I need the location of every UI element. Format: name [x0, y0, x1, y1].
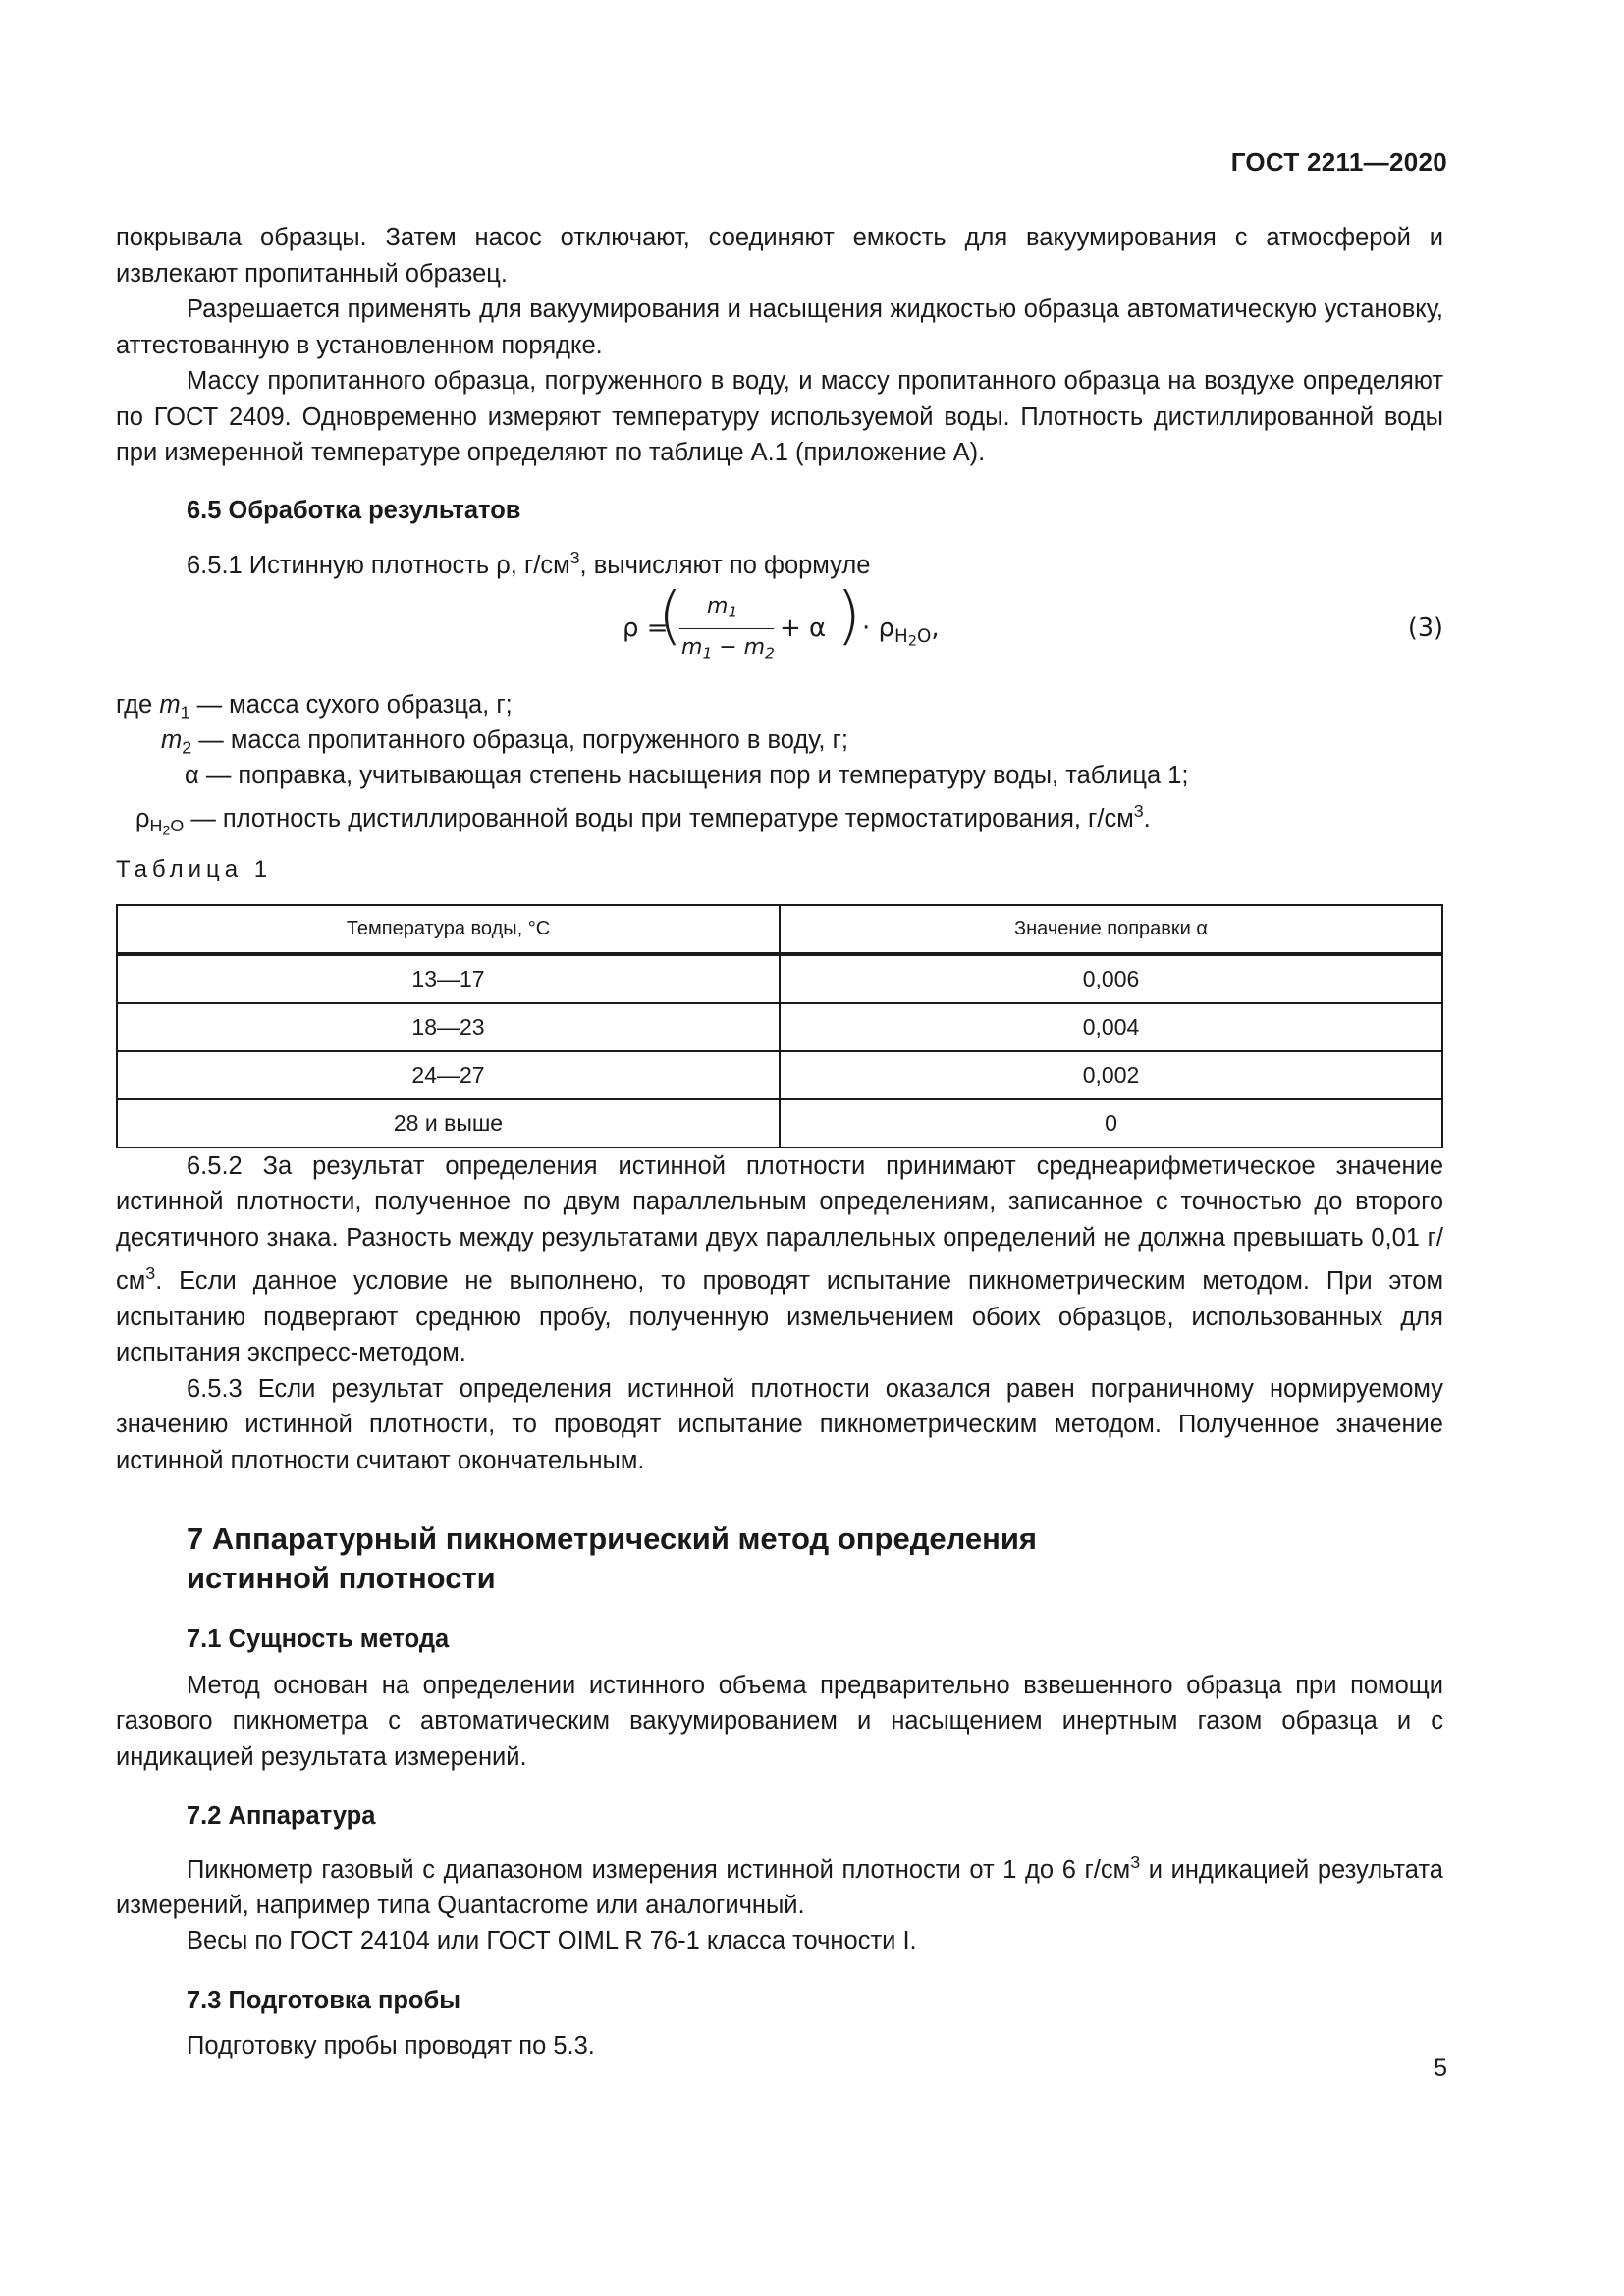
table-cell: 18—23	[117, 1003, 780, 1051]
paragraph-text: , вычисляют по формуле	[579, 551, 871, 579]
legend-symbol: m	[161, 726, 183, 755]
superscript: 3	[1133, 801, 1144, 822]
formula-paren-left: (	[658, 580, 682, 654]
formula-rho-water	[862, 611, 940, 660]
formula-plus-alpha: + α	[780, 614, 827, 644]
legend-text: — поправка, учитывающая степень насыщения пор и температуру воды, таблица 1;	[198, 762, 1189, 790]
legend-text: — масса сухого образца, г;	[189, 691, 513, 720]
table-header-cell: Температура воды, °С	[117, 905, 780, 954]
paragraph-text: 6.5.2 За результат определения истинной плотности принимают среднеарифметическое значение истинной плотности, полученное по двум параллельным определениям, записанное с точностью до второго десятичного знака. Разность между результатами двух параллельных определений не должна превышать 0,01 г/см	[116, 1151, 1443, 1296]
formula-legend	[116, 687, 1443, 840]
table-label: Таблица 1	[116, 856, 273, 883]
paragraph-text: Пикнометр газовый с диапазоном измерения истинной плотности от 1 до 6 г/см	[187, 1855, 1131, 1884]
formula-numerator	[707, 589, 737, 630]
paragraph: Массу пропитанного образца, погруженного в воду, и массу пропитанного образца на воздухе определяют по ГОСТ 2409. Одновременно измеряют температуру используемой воды. Плотность дистиллированной воды при измеренной температуре определяют по таблице А.1 (приложение А).	[116, 367, 1443, 466]
comma: ,	[931, 614, 940, 644]
paragraph-text: 6.5.1 Истинную плотность ρ, г/см	[187, 551, 570, 579]
symbol-m: m	[681, 635, 703, 661]
table-cell: 28 и выше	[117, 1099, 780, 1148]
paragraph-text: . Если данное условие не выполнено, то проводят испытание пикнометрическим методом. При этом испытанию подвергают среднюю пробу, полученную измельчением обоих образцов, использованных для испытания экспресс-методом.	[116, 1267, 1443, 1367]
formula-number: (3)	[1407, 614, 1443, 644]
section-heading-6-5: 6.5 Обработка результатов	[187, 496, 521, 524]
symbol-m: m	[743, 635, 766, 661]
subscript: H2O	[894, 625, 932, 650]
subscript: H2O	[149, 816, 185, 840]
paragraph-7-1: Метод основан на определении истинного объема предварительно взвешенного образца при помощи газового пикнометра с автоматическим вакуумированием и насыщением инертным газом образца и с индикацией результата измерений.	[116, 1671, 1443, 1771]
paragraph-7-3: Подготовку пробы проводят по 5.3.	[187, 2032, 595, 2060]
paragraph-6-5-3: 6.5.3 Если результат определения истинной плотности оказался равен пограничному нормируемому значению истинной плотности, то проводят испытание пикнометрическим методом. Полученное значение истинной плотности считают окончательным.	[116, 1374, 1443, 1474]
table-row	[117, 954, 1442, 1003]
subscript: 2	[765, 644, 775, 663]
table-header-row	[117, 905, 1442, 954]
legend-prefix: где	[116, 691, 160, 720]
paragraph-6-5-2	[116, 1148, 1443, 1371]
table-cell: 0,004	[780, 1003, 1442, 1051]
section-heading-7-1: 7.1 Сущность метода	[187, 1626, 450, 1654]
paragraph-6-5-1	[116, 540, 1443, 583]
section-heading-7-2: 7.2 Аппаратура	[187, 1802, 376, 1831]
superscript: 3	[569, 548, 580, 567]
symbol-rho: · ρ	[862, 614, 895, 644]
legend-symbol: α	[185, 762, 199, 790]
formula-denominator	[681, 630, 775, 671]
symbol-m: m	[707, 594, 729, 619]
formula-3	[116, 580, 1443, 673]
table-cell: 13—17	[117, 954, 780, 1003]
legend-item-rho	[135, 793, 1151, 849]
fraction-bar	[679, 628, 774, 629]
legend-item-alpha	[185, 758, 1189, 794]
page-number: 5	[1434, 2055, 1447, 2082]
legend-text: .	[1143, 805, 1151, 833]
formula-lhs: ρ =	[623, 614, 669, 644]
table-1	[116, 904, 1443, 1148]
paragraph-7-2	[116, 1844, 1443, 1924]
minus-sign: −	[712, 635, 744, 661]
superscript: 3	[145, 1263, 156, 1284]
subscript: 1	[728, 603, 738, 621]
subscript: 1	[702, 644, 713, 663]
table-header-cell: Значение поправки α	[780, 905, 1442, 954]
table-cell: 0	[780, 1099, 1442, 1148]
standard-header: ГОСТ 2211—2020	[1230, 147, 1447, 177]
table-row	[117, 1003, 1442, 1051]
table-cell: 24—27	[117, 1051, 780, 1099]
formula-paren-right: )	[837, 580, 861, 654]
legend-symbol: m	[159, 691, 181, 720]
legend-text: — масса пропитанного образца, погруженного в воду, г;	[191, 726, 848, 755]
section-heading-7	[187, 1520, 1443, 1598]
page-content	[116, 220, 1443, 2064]
superscript: 3	[1130, 1851, 1141, 1872]
paragraph: покрывала образцы. Затем насос отключают, соединяют емкость для вакуумирования с атмосферой и извлекают пропитанный образец.	[116, 224, 1443, 288]
subscript: 1	[180, 702, 190, 722]
legend-text: — плотность дистиллированной воды при температуре термостатирования, г/см	[184, 805, 1134, 833]
paragraph: Разрешается применять для вакуумирования и насыщения жидкостью образца автоматическую установку, аттестованную в установленном порядке.	[116, 295, 1443, 359]
heading-line: 7 Аппаратурный пикнометрический метод определения	[187, 1522, 1038, 1557]
legend-symbol: ρ	[135, 805, 150, 833]
subscript: 2	[182, 737, 192, 758]
heading-line: истинной плотности	[187, 1561, 496, 1596]
paragraph-text: и индикацией результата измерений, например типа Quantacrome или аналогичный.	[116, 1855, 1443, 1919]
section-heading-7-3: 7.3 Подготовка пробы	[187, 1986, 461, 2014]
table-cell: 0,006	[780, 954, 1442, 1003]
paragraph-7-2-scales: Весы по ГОСТ 24104 или ГОСТ OIML R 76-1 класса точности I.	[187, 1927, 917, 1955]
table-row	[117, 1051, 1442, 1099]
table-row	[117, 1099, 1442, 1148]
table-cell: 0,002	[780, 1051, 1442, 1099]
